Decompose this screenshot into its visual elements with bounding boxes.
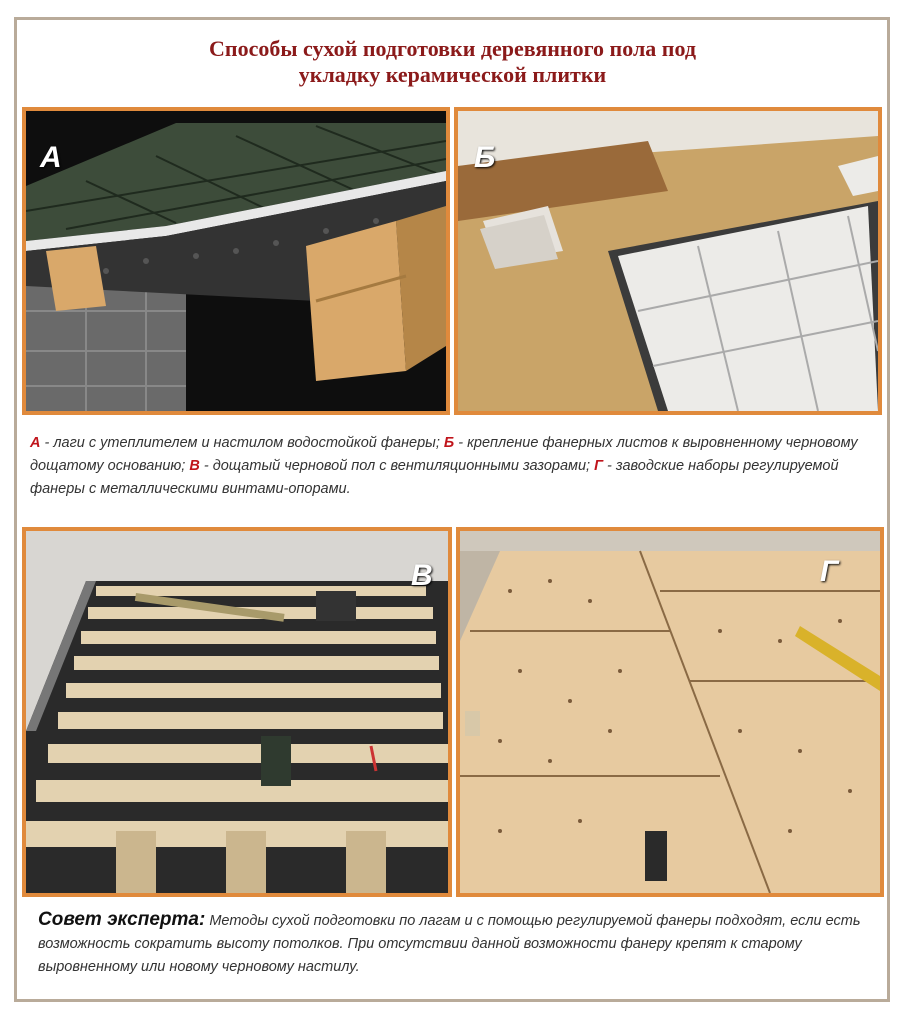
photo-b-plywood: [454, 107, 882, 415]
caption: [30, 432, 880, 501]
photo-a-joists: [22, 107, 450, 415]
photo-v-boards: [22, 527, 452, 897]
photo-a-illustration: [26, 111, 446, 411]
photo-v-label: В: [411, 559, 433, 592]
photo-g-adjustable-plywood: [456, 527, 884, 897]
caption-text-v: - дощатый черновой пол с вентиляционными зазорами;: [199, 458, 595, 474]
photo-b-label: Б: [474, 141, 496, 174]
title-line-2: укладку керамической плитки: [298, 62, 607, 87]
photo-v-illustration: [26, 531, 448, 893]
title-line-1: Способы сухой подготовки деревянного пола под: [209, 36, 696, 61]
caption-text-a: - лаги с утеплителем и настилом водостойкой фанеры;: [40, 435, 444, 451]
caption-text-g: - заводские наборы регулируемой фанеры с металлическими винтами-опорами.: [30, 458, 839, 497]
page-title: [30, 36, 875, 88]
expert-tip: [38, 908, 878, 979]
expert-tip-heading: Совет эксперта:: [38, 909, 206, 930]
photo-b-illustration: [458, 111, 878, 411]
photo-a-label: А: [40, 141, 62, 174]
expert-tip-text: Методы сухой подготовки по лагам и с помощью регулируемой фанеры подходят, если есть возможность сократить высоту потолков. При отсутствии данной возможности фанеру крепят к старому выровненному или новому черновому настилу.: [38, 913, 861, 975]
photo-g-label: Г: [820, 555, 839, 588]
caption-key-b: Б: [443, 435, 455, 451]
caption-key-v: В: [189, 458, 200, 474]
photo-g-illustration: [460, 531, 880, 893]
caption-key-g: Г: [594, 458, 604, 474]
caption-text-b: - крепление фанерных листов к выровненному черновому дощатому основанию;: [30, 435, 858, 474]
caption-key-a: А: [30, 435, 41, 451]
